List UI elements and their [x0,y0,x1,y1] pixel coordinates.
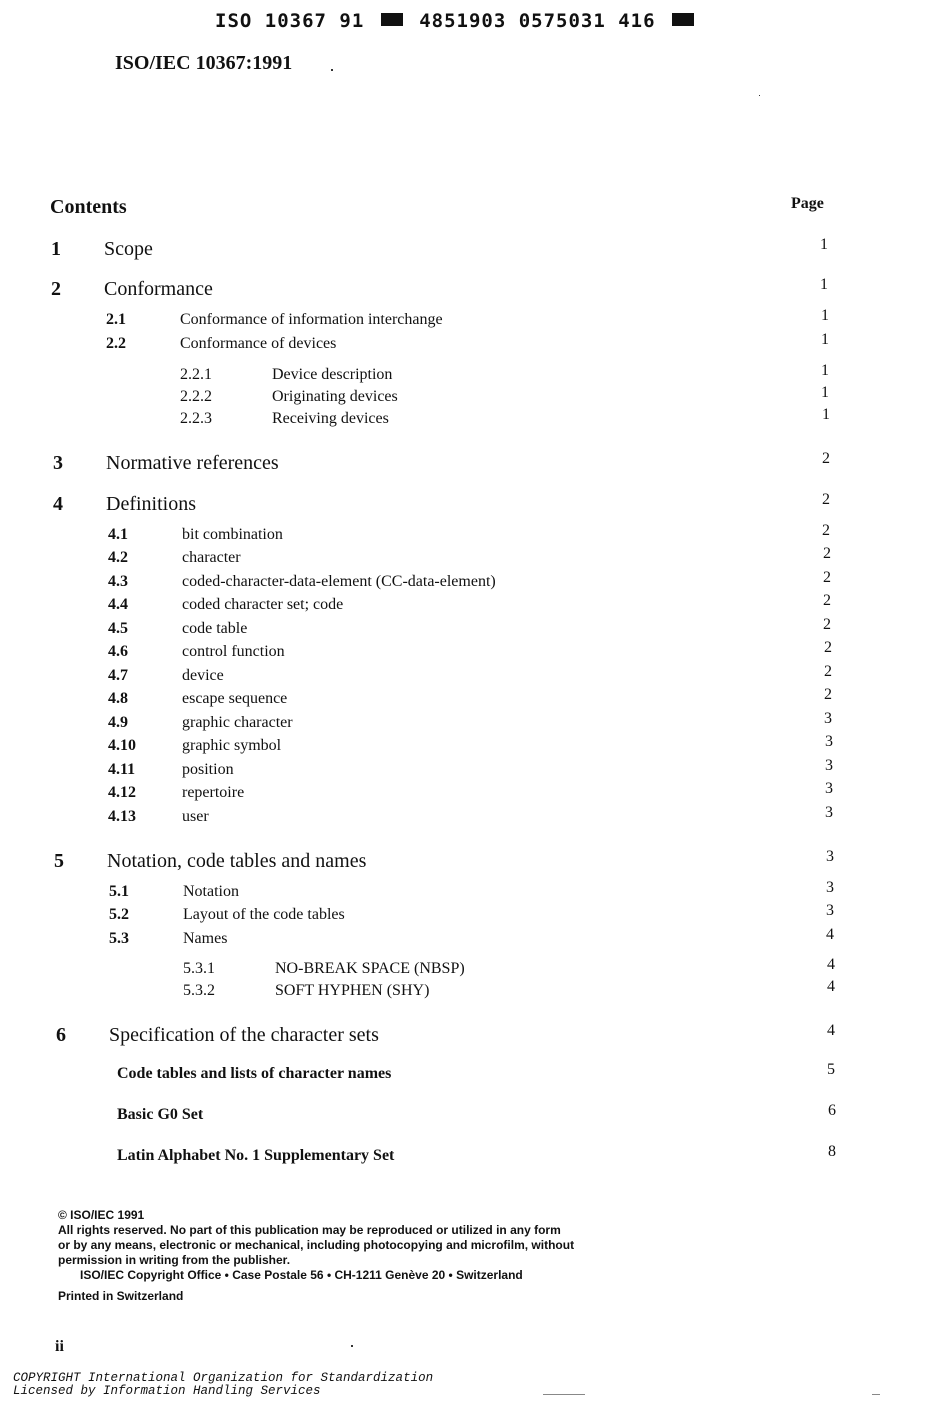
toc-entry-number: 2 [51,278,61,300]
toc-entry-page: 4 [827,1022,835,1039]
toc-entry [0,592,950,620]
toc-entry [0,663,950,691]
toc-entry [0,978,950,1006]
toc-entry [0,757,950,785]
toc-entry-number: 4.2 [108,549,128,566]
toc-entry-title: Latin Alphabet No. 1 Supplementary Set [117,1147,395,1164]
toc-entry [0,780,950,808]
toc-entry-page: 2 [823,592,831,609]
toc-entry-page: 4 [827,978,835,995]
barcode-header [215,10,698,32]
toc-entry-number: 5.3.2 [183,982,215,999]
toc-entry-number: 4.8 [108,690,128,707]
contents-heading: Contents [50,196,127,218]
barcode-block [672,13,694,26]
toc-entry [0,902,950,930]
toc-entry-number: 4.7 [108,667,128,684]
toc-entry-page: 2 [823,545,831,562]
toc-entry-title: Code tables and lists of character names [117,1065,392,1082]
toc-entry-page: 8 [828,1143,836,1160]
toc-entry-title: Scope [104,238,153,260]
toc-entry-title: graphic character [182,714,293,731]
toc-entry-title: code table [182,620,248,637]
toc-entry-page: 3 [825,733,833,750]
toc-entry [0,452,950,476]
toc-entry-page: 1 [820,276,828,293]
toc-entry [0,545,950,573]
toc-entry [0,956,950,984]
toc-entry-title: repertoire [182,784,245,801]
toc-entry [0,307,950,335]
toc-entry-title: control function [182,643,285,660]
toc-entry [0,639,950,667]
toc-entry-title: user [182,808,209,825]
copyright-line: or by any means, electronic or mechanical, including photocopying and microfilm, without [58,1238,575,1252]
barcode-text-2: 4851903 0575031 416 [419,10,656,32]
toc-entry-title: coded character set; code [182,596,344,613]
toc-entry [0,362,950,390]
toc-entry-page: 1 [821,384,829,401]
toc-entry-title: NO-BREAK SPACE (NBSP) [275,960,465,977]
copyright-block [58,1208,574,1304]
speck [331,69,333,71]
toc-entry-title: device [182,667,224,684]
toc-entry-page: 1 [821,331,829,348]
toc-entry-page: 2 [823,569,831,586]
copyright-office-address: ISO/IEC Copyright Office • Case Postale 56 • CH-1211 Genève 20 • Switzerland [80,1268,523,1282]
toc-entry-page: 1 [822,406,830,423]
toc-entry-title: Layout of the code tables [183,906,345,923]
toc-entry-page: 1 [821,307,829,324]
toc-entry [0,710,950,738]
toc-entry-number: 2.2 [106,335,126,352]
toc-entry [0,926,950,954]
toc-entry-number: 4.5 [108,620,128,637]
toc-entry-number: 4.1 [108,526,128,543]
barcode-text-1: ISO 10367 91 [215,10,365,32]
toc-entry [0,733,950,761]
toc-entry-title: coded-character-data-element (CC-data-element) [182,573,496,590]
toc-entry-page: 5 [827,1061,835,1078]
toc-entry-number: 2.2.2 [180,388,212,405]
toc-entry-page: 3 [825,804,833,821]
toc-entry-number: 4.9 [108,714,128,731]
toc-entry-number: 4 [53,493,63,515]
toc-entry [0,1143,950,1171]
toc-entry [0,879,950,907]
toc-entry [0,522,950,550]
toc-entry-page: 2 [823,616,831,633]
toc-entry [0,331,950,359]
toc-entry-title: Specification of the character sets [109,1024,379,1046]
toc-entry-number: 5 [54,850,64,872]
copyright-line: © ISO/IEC 1991 [58,1208,145,1222]
page-number: ii [55,1338,64,1355]
toc-entry-number: 5.3 [109,930,129,947]
toc-entry-title: Definitions [106,493,196,515]
toc-entry-number: 4.12 [108,784,136,801]
standard-number: ISO/IEC 10367:1991 [115,52,293,74]
toc-entry-title: Names [183,930,228,947]
toc-entry-page: 2 [824,639,832,656]
toc-entry-title: Device description [272,366,393,383]
printed-in: Printed in Switzerland [58,1289,184,1303]
toc-entry [0,616,950,644]
toc-entry [0,278,950,302]
toc-entry [0,686,950,714]
toc-entry-title: Originating devices [272,388,398,405]
toc-entry-number: 5.3.1 [183,960,215,977]
toc-entry-title: SOFT HYPHEN (SHY) [275,982,430,999]
toc-entry-title: Conformance of devices [180,335,337,352]
toc-entry [0,406,950,434]
toc-entry-title: character [182,549,241,566]
toc-entry [0,804,950,832]
toc-entry [0,1102,950,1130]
copyright-line: permission in writing from the publisher. [58,1253,291,1267]
toc-entry-number: 2.2.3 [180,410,212,427]
footer-line: Licensed by Information Handling Services [13,1384,321,1398]
toc-entry-number: 4.11 [108,761,136,778]
footer-line: COPYRIGHT International Organization for Standardization [13,1371,434,1385]
speck [351,1345,353,1347]
license-footer [13,1372,433,1398]
toc-entry-page: 3 [826,879,834,896]
toc-entry-number: 4.10 [108,737,136,754]
toc-entry-title: position [182,761,234,778]
toc-entry-title: Basic G0 Set [117,1106,204,1123]
toc-entry [0,493,950,517]
toc-entry-page: 4 [827,956,835,973]
toc-entry-number: 5.1 [109,883,129,900]
toc-entry-page: 2 [822,450,830,467]
toc-entry-number: 6 [56,1024,66,1046]
page-column-heading: Page [791,195,824,212]
toc-entry-number: 4.4 [108,596,128,613]
toc-entry-title: Normative references [106,452,279,474]
toc-entry-title: Conformance [104,278,213,300]
toc-entry-number: 1 [51,238,61,260]
toc-entry-title: Receiving devices [272,410,389,427]
toc-entry-page: 3 [826,848,834,865]
toc-entry [0,850,950,874]
toc-entry [0,238,950,262]
toc-entry-number: 4.3 [108,573,128,590]
toc-entry [0,1061,950,1089]
copyright-line: All rights reserved. No part of this publication may be reproduced or utilized in any form [58,1223,561,1237]
toc-entry-page: 3 [825,780,833,797]
toc-entry-page: 3 [826,902,834,919]
toc-entry-title: escape sequence [182,690,288,707]
toc-entry-page: 1 [821,362,829,379]
toc-entry-number: 2.2.1 [180,366,212,383]
toc-entry-number: 3 [53,452,63,474]
speck [759,95,760,96]
toc-entry [0,569,950,597]
toc-entry-page: 6 [828,1102,836,1119]
toc-entry-number: 4.6 [108,643,128,660]
toc-entry-title: bit combination [182,526,283,543]
toc-entry-title: graphic symbol [182,737,282,754]
toc-entry-page: 3 [825,757,833,774]
toc-entry-page: 2 [824,686,832,703]
toc-entry-number: 5.2 [109,906,129,923]
toc-entry-page: 2 [824,663,832,680]
toc-entry [0,384,950,412]
toc-entry-page: 2 [822,491,830,508]
toc-entry [0,1024,950,1048]
toc-entry-title: Conformance of information interchange [180,311,443,328]
toc-entry-page: 4 [826,926,834,943]
toc-entry-number: 4.13 [108,808,136,825]
barcode-block [381,13,403,26]
footer-rule [872,1394,880,1395]
toc-entry-number: 2.1 [106,311,126,328]
toc-entry-page: 2 [822,522,830,539]
toc-entry-page: 3 [824,710,832,727]
toc-entry-title: Notation, code tables and names [107,850,367,872]
footer-rule [543,1394,585,1395]
toc-entry-page: 1 [820,236,828,253]
toc-entry-title: Notation [183,883,239,900]
